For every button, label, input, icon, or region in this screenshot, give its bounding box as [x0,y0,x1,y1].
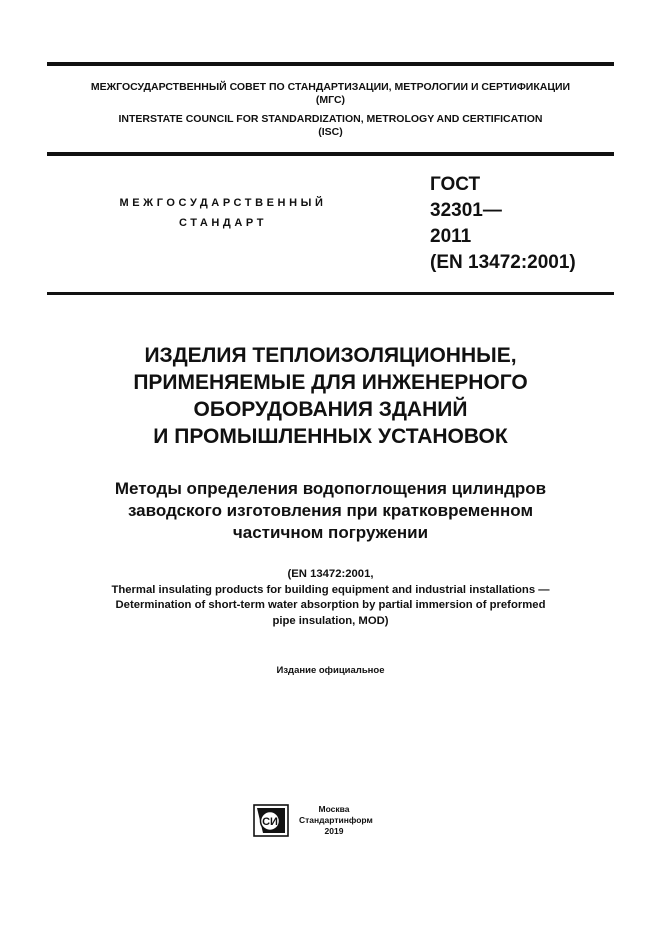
en-ref-line2: Thermal insulating products for building equipment and industrial installations — [111,583,550,596]
publisher-info [299,804,373,837]
top-rule [47,62,614,66]
document-subtitle [47,478,614,544]
en-ref-line1: (EN 13472:2001, [287,568,374,580]
council-name-ru-line: МЕЖГОСУДАРСТВЕННЫЙ СОВЕТ ПО СТАНДАРТИЗАЦИИ, МЕТРОЛОГИИ И СЕРТИФИКАЦИИ [90,81,571,93]
publisher-name: Стандартинформ [299,815,373,825]
title-line1: ИЗДЕЛИЯ ТЕПЛОИЗОЛЯЦИОННЫЕ, [144,344,517,367]
council-abbr-en: (ISC) [318,126,343,138]
logo-lettering: СИ [262,816,278,828]
title-line3: ОБОРУДОВАНИЯ ЗДАНИЙ [193,398,468,421]
title-line2: ПРИМЕНЯЕМЫЕ ДЛЯ ИНЖЕНЕРНОГО [133,371,528,394]
designation-line1: ГОСТ [430,174,481,195]
council-name-en-line: INTERSTATE COUNCIL FOR STANDARDIZATION, METROLOGY AND CERTIFICATION [118,113,543,125]
en-ref-line4: pipe insulation, MOD) [272,614,389,627]
en-ref-line3: Determination of short-term water absorption by partial immersion of preformed [115,599,546,611]
edition-label: Издание официальное [276,665,385,676]
standard-designation [430,172,576,276]
designation-line3: 2011 [430,226,472,247]
standard-type-line1: МЕЖГОСУДАРСТВЕННЫЙ [119,197,327,209]
council-abbr-ru: (МГС) [315,94,346,106]
council-name-en [47,113,614,139]
council-name-ru [47,81,614,107]
bottom-rule [47,292,614,295]
document-title [47,342,614,450]
middle-rule [47,152,614,156]
subtitle-line3: частичном погружении [232,523,429,542]
designation-line4: (EN 13472:2001) [430,252,576,273]
standard-type-label [88,193,358,233]
title-line4: И ПРОМЫШЛЕННЫХ УСТАНОВОК [153,425,508,448]
subtitle-line1: Методы определения водопоглощения цилиндров [114,479,547,498]
standartinform-logo-icon [253,804,289,837]
designation-line2: 32301— [430,200,502,221]
subtitle-line2: заводского изготовления при кратковременном [127,501,534,520]
standard-type-line2: СТАНДАРТ [178,217,268,229]
publisher-city: Москва [318,804,350,814]
publisher-year: 2019 [324,826,344,836]
english-reference [30,567,631,629]
